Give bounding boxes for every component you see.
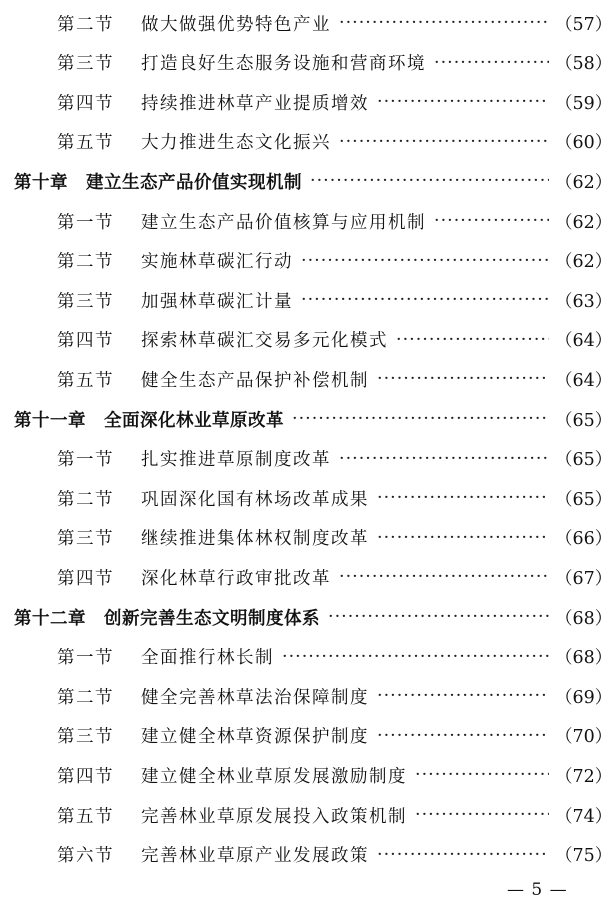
toc-entry-number: 第五节 [57,370,114,391]
toc-dot-leader [339,132,549,152]
toc-dot-leader [339,449,549,469]
toc-section-row [0,446,613,472]
toc-dot-leader [434,211,549,231]
toc-section-row [0,683,613,709]
toc-dot-leader [328,607,549,627]
toc-section-row [0,89,613,115]
toc-entry-page: （65） [555,450,613,471]
toc-dot-leader [415,765,549,785]
toc-chapter-row [0,168,613,194]
toc-entry-number: 第二节 [57,687,114,708]
toc-entry-page: （57） [555,14,613,35]
toc-entry-number: 第四节 [57,93,114,114]
toc-dot-leader [292,409,549,429]
toc-dot-leader [377,92,549,112]
toc-entry-page: （62） [555,212,613,233]
toc-entry-page: （70） [555,727,613,748]
toc-entry-page: （64） [555,370,613,391]
toc-section-row [0,802,613,828]
toc-entry-page: （65） [555,410,613,431]
toc-entry-title: 扎实推进草原制度改革 [141,450,331,471]
toc-entry-page: （74） [555,806,613,827]
toc-dot-leader [301,290,549,310]
toc-dot-leader [377,726,549,746]
toc-entry-number: 第四节 [57,568,114,589]
toc-dot-leader [415,805,549,825]
toc-dot-leader [301,251,549,271]
toc-section-row [0,366,613,392]
toc-entry-page: （63） [555,291,613,312]
toc-entry-title: 做大做强优势特色产业 [141,14,331,35]
toc-section-row [0,208,613,234]
toc-entry-page: （67） [555,568,613,589]
toc-entry-number: 第一节 [57,450,114,471]
toc-entry-title: 全面推行林长制 [141,648,274,669]
toc-entry-number: 第三节 [57,727,114,748]
toc-entry-title: 健全完善林草法治保障制度 [141,687,369,708]
toc-entry-title: 健全生态产品保护补偿机制 [141,370,369,391]
toc-entry-number: 第三节 [57,529,114,550]
toc-entry-number: 第五节 [57,133,114,154]
toc-entry-title: 巩固深化国有林场改革成果 [141,489,369,510]
toc-entry-title: 探索林草碳汇交易多元化模式 [141,331,388,352]
toc-entry-page: （66） [555,529,613,550]
toc-entry-page: （68） [555,648,613,669]
toc-section-row [0,564,613,590]
toc-entry-number: 第十二章 [14,608,86,629]
toc-entry-number: 第三节 [57,54,114,75]
toc-dot-leader [377,686,549,706]
toc-entry-title: 创新完善生态文明制度体系 [104,608,320,629]
toc-dot-leader [396,330,549,350]
toc-entry-page: （58） [555,54,613,75]
toc-section-row [0,10,613,36]
toc-entry-title: 全面深化林业草原改革 [104,410,284,431]
toc-entry-title: 持续推进林草产业提质增效 [141,93,369,114]
toc-entry-title: 建立生态产品价值实现机制 [86,172,302,193]
toc-dot-leader [377,845,549,865]
toc-entry-title: 加强林草碳汇计量 [141,291,293,312]
toc-entry-page: （72） [555,766,613,787]
toc-section-row [0,525,613,551]
page-number: — 5 — [507,880,568,900]
toc-entry-number: 第三节 [57,291,114,312]
toc-dot-leader [377,528,549,548]
toc-section-row [0,248,613,274]
toc-entry-number: 第二节 [57,252,114,273]
toc-entry-page: （60） [555,133,613,154]
toc-dot-leader [282,647,549,667]
toc-entry-title: 实施林草碳汇行动 [141,252,293,273]
toc-entry-page: （64） [555,331,613,352]
toc-entry-number: 第四节 [57,766,114,787]
toc-entry-title: 继续推进集体林权制度改革 [141,529,369,550]
toc-section-row [0,129,613,155]
toc-entry-page: （65） [555,489,613,510]
toc-entry-title: 建立生态产品价值核算与应用机制 [141,212,426,233]
toc-entry-number: 第二节 [57,14,114,35]
toc-chapter-row [0,604,613,630]
toc-entry-number: 第十章 [14,172,68,193]
toc-entry-number: 第一节 [57,648,114,669]
toc-entry-number: 第二节 [57,489,114,510]
toc-section-row [0,50,613,76]
toc-section-row [0,842,613,868]
toc-entry-title: 完善林业草原发展投入政策机制 [141,806,407,827]
toc-entry-title: 完善林业草原产业发展政策 [141,846,369,867]
toc-dot-leader [377,488,549,508]
toc-entry-number: 第一节 [57,212,114,233]
toc-entry-number: 第六节 [57,846,114,867]
toc-entry-title: 深化林草行政审批改革 [141,568,331,589]
toc-entry-number: 第五节 [57,806,114,827]
toc-dot-leader [377,369,549,389]
toc-entry-page: （62） [555,252,613,273]
toc-entry-title: 打造良好生态服务设施和营商环境 [141,54,426,75]
toc-section-row [0,644,613,670]
toc-section-row [0,762,613,788]
toc-entry-page: （62） [555,172,613,193]
toc-entry-page: （68） [555,608,613,629]
toc-entry-page: （59） [555,93,613,114]
toc-entry-page: （69） [555,687,613,708]
toc-section-row [0,723,613,749]
toc-dot-leader [339,567,549,587]
toc-dot-leader [339,13,549,33]
toc-entry-title: 大力推进生态文化振兴 [141,133,331,154]
toc-section-row [0,287,613,313]
toc-chapter-row [0,406,613,432]
toc-dot-leader [310,171,549,191]
toc-dot-leader [434,53,549,73]
toc-entry-number: 第十一章 [14,410,86,431]
toc-entry-number: 第四节 [57,331,114,352]
toc-section-row [0,485,613,511]
toc-entry-page: （75） [555,846,613,867]
toc-section-row [0,327,613,353]
toc-entry-title: 建立健全林业草原发展激励制度 [141,766,407,787]
toc-entry-title: 建立健全林草资源保护制度 [141,727,369,748]
